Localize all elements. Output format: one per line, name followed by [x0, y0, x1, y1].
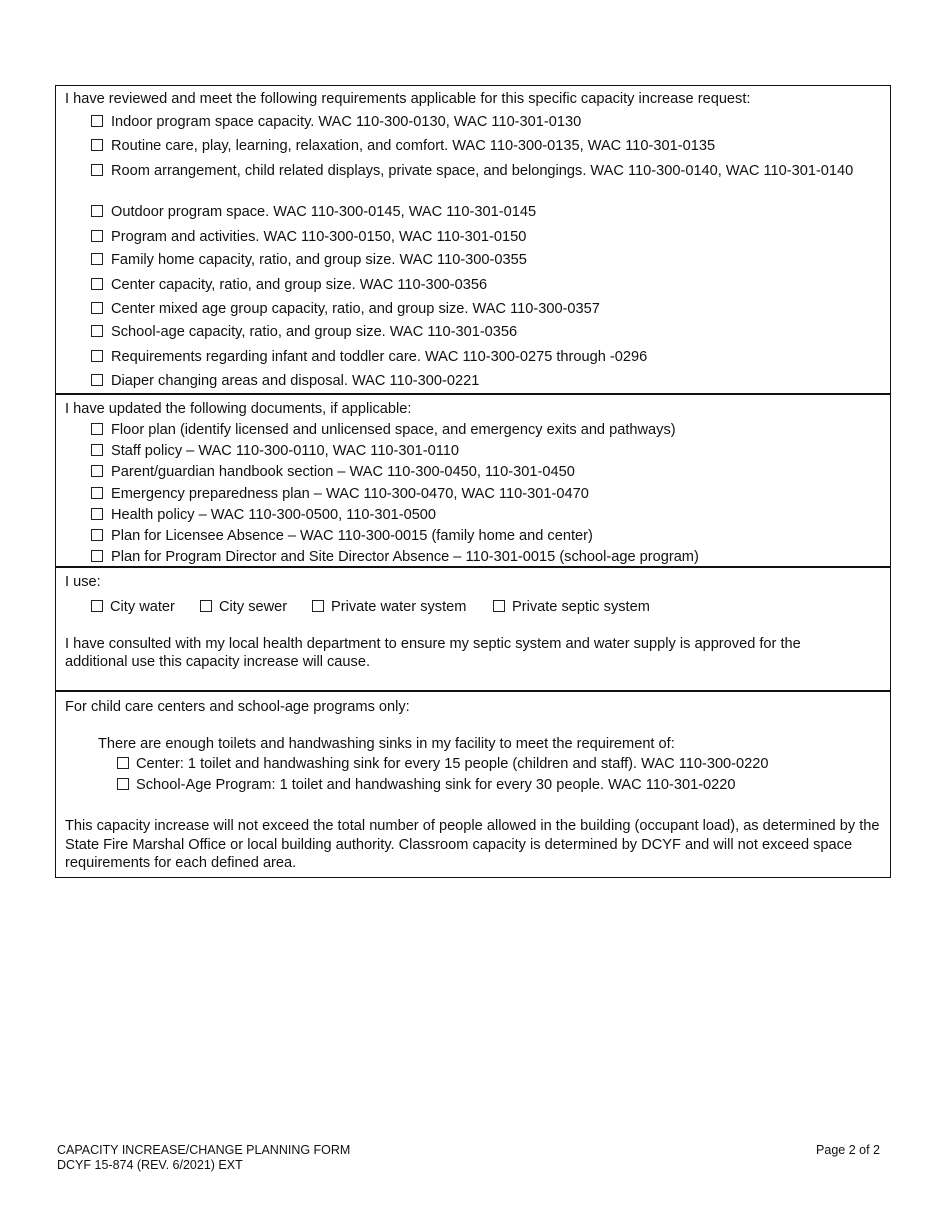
item-label: Health policy – WAC 110-300-0500, 110-301-0500 — [111, 507, 437, 523]
checkbox[interactable] — [91, 465, 103, 477]
centers-heading: For child care centers and school-age programs only: — [65, 699, 410, 715]
footer-form-title: CAPACITY INCREASE/CHANGE PLANNING FORM — [57, 1143, 351, 1157]
toilets-intro: There are enough toilets and handwashing sinks in my facility to meet the requirement of: — [98, 736, 675, 752]
requirement-item — [91, 372, 479, 390]
document-item — [91, 463, 575, 481]
checkbox[interactable] — [117, 778, 129, 790]
checkbox[interactable] — [91, 423, 103, 435]
item-label: School-Age Program: 1 toilet and handwashing sink for every 30 people. WAC 110-301-0220 — [136, 777, 736, 793]
item-label: Parent/guardian handbook section – WAC 110-300-0450, 110-301-0450 — [111, 464, 575, 480]
item-label: Plan for Licensee Absence – WAC 110-300-0015 (family home and center) — [111, 528, 593, 544]
checkbox[interactable] — [91, 444, 103, 456]
document-item — [91, 548, 699, 566]
checkbox[interactable] — [91, 325, 103, 337]
footer-form-number: DCYF 15-874 (REV. 6/2021) EXT — [57, 1158, 243, 1172]
item-label: Diaper changing areas and disposal. WAC 110-300-0221 — [111, 373, 480, 389]
item-label: Program and activities. WAC 110-300-0150, WAC 110-301-0150 — [111, 229, 527, 245]
item-label: Floor plan (identify licensed and unlicensed space, and emergency exits and pathways) — [111, 422, 676, 438]
checkbox[interactable] — [91, 278, 103, 290]
item-label: Center: 1 toilet and handwashing sink for every 15 people (children and staff). WAC 110-300-0220 — [136, 756, 769, 772]
footer-page-number: Page 2 of 2 — [816, 1143, 880, 1157]
requirement-item — [91, 228, 526, 246]
checkbox[interactable] — [91, 529, 103, 541]
checkbox[interactable] — [91, 508, 103, 520]
item-label: Routine care, play, learning, relaxation, and comfort. WAC 110-300-0135, WAC 110-301-0135 — [111, 138, 716, 154]
requirement-item — [65, 163, 880, 180]
toilet-item-school-age — [117, 776, 736, 794]
checkbox[interactable] — [91, 164, 103, 176]
checkbox[interactable] — [91, 230, 103, 242]
item-label: Center capacity, ratio, and group size. WAC 110-300-0356 — [111, 277, 488, 293]
item-label: Requirements regarding infant and toddler care. WAC 110-300-0275 through -0296 — [111, 349, 648, 365]
requirement-item — [91, 276, 487, 294]
checkbox[interactable] — [91, 302, 103, 314]
option-label: City sewer — [219, 599, 288, 615]
item-label: Indoor program space capacity. WAC 110-300-0130, WAC 110-301-0130 — [111, 114, 582, 130]
document-item — [91, 506, 436, 524]
item-label: Family home capacity, ratio, and group size. WAC 110-300-0355 — [111, 252, 527, 268]
item-label: School-age capacity, ratio, and group size. WAC 110-301-0356 — [111, 324, 518, 340]
requirement-item — [91, 348, 647, 366]
requirements-heading: I have reviewed and meet the following requirements applicable for this specific capacity increase request: — [65, 91, 751, 107]
requirement-item — [91, 323, 517, 341]
option-label: Private septic system — [512, 599, 650, 615]
option-label: City water — [110, 599, 175, 615]
occupancy-statement: This capacity increase will not exceed the total number of people allowed in the building (occupant load), as determined by the State Fire Marshal Office or local building authority. Classroom capacity is determined by DCYF and will not exceed space requirements for each defined area. — [65, 818, 880, 871]
utility-option-city-sewer — [200, 598, 287, 616]
checkbox[interactable] — [117, 757, 129, 769]
document-item — [91, 421, 676, 439]
document-item — [91, 485, 589, 503]
item-label: Plan for Program Director and Site Director Absence – 110-301-0015 (school-age program) — [111, 549, 699, 565]
checkbox[interactable] — [91, 253, 103, 265]
item-label: Emergency preparedness plan – WAC 110-300-0470, WAC 110-301-0470 — [111, 486, 589, 502]
utility-option-city-water — [91, 598, 175, 616]
utilities-heading: I use: — [65, 574, 101, 590]
requirement-item — [91, 113, 581, 131]
checkbox[interactable] — [493, 600, 505, 612]
utilities-section — [55, 566, 891, 692]
health-department-statement: I have consulted with my local health department to ensure my septic system and water supply is approved for the additional use this capacity increase will cause. — [65, 636, 801, 670]
requirement-item — [91, 203, 536, 221]
checkbox[interactable] — [91, 205, 103, 217]
checkbox[interactable] — [200, 600, 212, 612]
checkbox[interactable] — [312, 600, 324, 612]
checkbox[interactable] — [91, 487, 103, 499]
checkbox[interactable] — [91, 550, 103, 562]
option-label: Private water system — [331, 599, 467, 615]
checkbox[interactable] — [91, 600, 103, 612]
checkbox[interactable] — [91, 115, 103, 127]
item-label: Staff policy – WAC 110-300-0110, WAC 110-301-0110 — [111, 443, 460, 459]
item-label: Center mixed age group capacity, ratio, and group size. WAC 110-300-0357 — [111, 301, 600, 317]
checkbox[interactable] — [91, 350, 103, 362]
utility-option-private-septic — [493, 598, 650, 616]
requirement-item — [91, 251, 527, 269]
utility-option-private-water — [312, 598, 466, 616]
requirement-item — [91, 137, 715, 155]
document-item — [91, 442, 459, 460]
document-item — [91, 527, 593, 545]
checkbox[interactable] — [91, 374, 103, 386]
item-label: Room arrangement, child related displays, private space, and belongings. WAC 110-300-0140, WAC 110-301-0140 — [111, 163, 854, 179]
documents-heading: I have updated the following documents, if applicable: — [65, 401, 412, 417]
requirement-item — [91, 300, 600, 318]
item-label: Outdoor program space. WAC 110-300-0145, WAC 110-301-0145 — [111, 204, 537, 220]
checkbox[interactable] — [91, 139, 103, 151]
toilet-item-center — [117, 755, 769, 773]
